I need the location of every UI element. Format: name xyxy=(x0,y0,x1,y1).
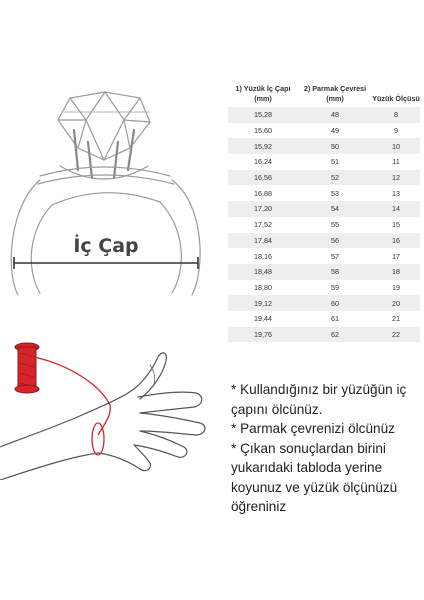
ring-size-table xyxy=(228,84,420,342)
cell-ring-size: 19 xyxy=(392,282,400,292)
cell-ring-size: 14 xyxy=(372,201,420,217)
header-ring-size: Yüzük Ölçüsü xyxy=(372,93,420,103)
cell-inner-diameter: 16,24 xyxy=(254,157,272,167)
cell-ring-size: 17 xyxy=(392,251,400,261)
cell-inner-diameter: 19,44 xyxy=(254,314,272,324)
cell-finger-circumference: 53 xyxy=(331,188,339,198)
cell-ring-size: 8 xyxy=(372,107,420,123)
header-inner-diameter: 1) Yüzük İç Çapı (mm) xyxy=(235,84,291,103)
cell-finger-circumference: 51 xyxy=(331,157,339,167)
table-row xyxy=(228,233,420,249)
table-row xyxy=(228,311,420,327)
table-row xyxy=(228,107,420,123)
ring-sketch-illustration xyxy=(0,80,212,305)
cell-inner-diameter: 16,88 xyxy=(254,188,272,198)
table-row xyxy=(228,185,420,201)
cell-ring-size: 21 xyxy=(392,314,400,324)
cell-inner-diameter: 18,16 xyxy=(254,251,272,261)
table-row xyxy=(228,264,420,280)
table-header-row xyxy=(228,84,420,107)
cell-ring-size: 20 xyxy=(372,295,420,311)
thread-spool-icon xyxy=(15,343,39,393)
cell-inner-diameter: 19,76 xyxy=(228,327,298,343)
cell-ring-size: 9 xyxy=(394,126,398,136)
cell-inner-diameter: 18,80 xyxy=(254,282,272,292)
instruction-item: * Kullandığınız bir yüzüğün iç çapını ölcünüz. xyxy=(231,382,407,417)
cell-finger-circumference: 48 xyxy=(298,107,372,123)
cell-ring-size: 18 xyxy=(372,264,420,280)
cell-inner-diameter: 17,84 xyxy=(228,233,298,249)
cell-inner-diameter: 17,52 xyxy=(254,220,272,230)
table-row xyxy=(228,217,420,233)
cell-finger-circumference: 49 xyxy=(331,126,339,136)
cell-finger-circumference: 62 xyxy=(298,327,372,343)
inner-diameter-label: İç Çap xyxy=(73,235,139,257)
cell-inner-diameter: 15,92 xyxy=(228,138,298,154)
instruction-item: * Çıkan sonuçlardan birini yukarıdaki tabloda yerine koyunuz ve yüzük ölçünüzü öğreniniz xyxy=(231,440,398,514)
table-row xyxy=(228,327,420,343)
cell-finger-circumference: 55 xyxy=(331,220,339,230)
table-row xyxy=(228,248,420,264)
inner-diameter-measure xyxy=(14,257,198,269)
table-row xyxy=(228,295,420,311)
cell-ring-size: 22 xyxy=(372,327,420,343)
cell-finger-circumference: 61 xyxy=(331,314,339,324)
cell-ring-size: 11 xyxy=(392,157,400,167)
cell-inner-diameter: 17,20 xyxy=(228,201,298,217)
table-row xyxy=(228,280,420,296)
table-row xyxy=(228,170,420,186)
cell-finger-circumference: 54 xyxy=(298,201,372,217)
cell-ring-size: 13 xyxy=(392,188,400,198)
cell-inner-diameter: 18,48 xyxy=(228,264,298,280)
table-row xyxy=(228,154,420,170)
cell-ring-size: 16 xyxy=(372,233,420,249)
cell-finger-circumference: 50 xyxy=(298,138,372,154)
cell-ring-size: 10 xyxy=(372,138,420,154)
cell-ring-size: 15 xyxy=(392,220,400,230)
cell-finger-circumference: 52 xyxy=(298,170,372,186)
thread-loop xyxy=(92,423,104,455)
header-finger-circumference: 2) Parmak Çevresi (mm) xyxy=(303,84,367,103)
table-row xyxy=(228,138,420,154)
cell-inner-diameter: 19,12 xyxy=(228,295,298,311)
cell-inner-diameter: 15,60 xyxy=(254,126,272,136)
cell-inner-diameter: 16,56 xyxy=(228,170,298,186)
cell-ring-size: 12 xyxy=(372,170,420,186)
table-row xyxy=(228,123,420,139)
cell-finger-circumference: 58 xyxy=(298,264,372,280)
cell-inner-diameter: 15,28 xyxy=(228,107,298,123)
cell-finger-circumference: 57 xyxy=(331,251,339,261)
cell-finger-circumference: 60 xyxy=(298,295,372,311)
instructions-list xyxy=(231,380,423,517)
table-row xyxy=(228,201,420,217)
hand-measure-illustration xyxy=(0,335,215,480)
cell-finger-circumference: 56 xyxy=(298,233,372,249)
cell-finger-circumference: 59 xyxy=(331,282,339,292)
instruction-item: * Parmak çevrenizi ölcünüz xyxy=(231,421,395,436)
